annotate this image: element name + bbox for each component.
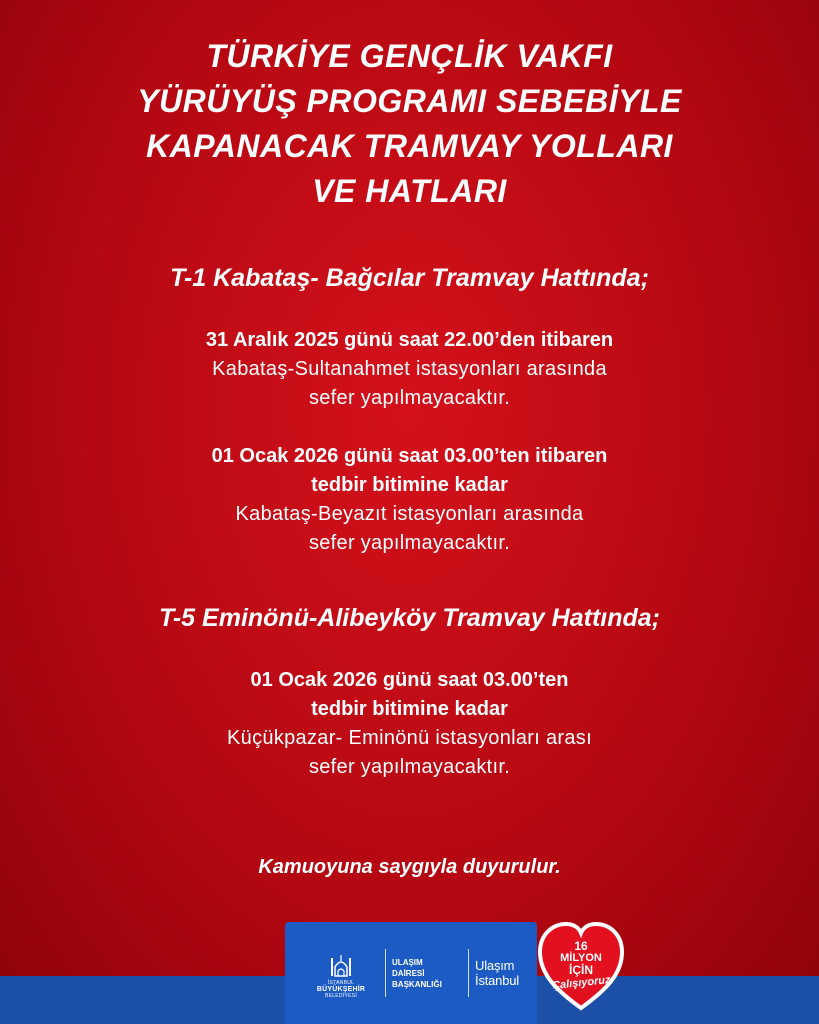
divider — [468, 949, 469, 997]
title-line: VE HATLARI — [312, 173, 507, 209]
ulasim-line: Ulaşım — [475, 958, 515, 973]
t5-notice — [0, 666, 819, 782]
campaign-number: 16 — [574, 939, 588, 953]
title-line: TÜRKİYE GENÇLİK VAKFI — [206, 38, 613, 74]
department-line: DAİRESİ — [392, 968, 425, 978]
campaign-line-3: Çalışıyoruz — [551, 973, 611, 993]
divider — [385, 949, 386, 997]
campaign-line-2: İÇİN — [569, 963, 593, 977]
t1-notice-2-time: 01 Ocak 2026 günü saat 03.00’ten itibaren — [211, 445, 608, 467]
t5-notice-duration: tedbir bitimine kadar — [311, 698, 508, 720]
logo-panel — [285, 922, 537, 1024]
t5-notice-line-1: Küçükpazar- Eminönü istasyonları arası — [227, 727, 592, 749]
t5-notice-line-2: sefer yapılmayacaktır. — [308, 756, 511, 778]
ibb-logo — [303, 952, 379, 999]
t1-notice-2-line-1: Kabataş-Beyazıt istasyonları arasında — [235, 503, 584, 525]
ulasim-line: İstanbul — [475, 973, 519, 988]
footer-note: Kamuoyuna saygıyla duyurulur. — [258, 856, 561, 878]
t5-heading: T-5 Eminönü-Alibeyköy Tramvay Hattında; — [158, 604, 661, 632]
t1-notice-2-line-2: sefer yapılmayacaktır. — [308, 532, 511, 554]
t1-notice-2-duration: tedbir bitimine kadar — [311, 474, 508, 496]
department-line: BAŞKANLIĞI — [392, 979, 442, 989]
campaign-line-1: MİLYON — [560, 952, 602, 964]
t1-notice-1-line-2: sefer yapılmayacaktır. — [308, 387, 511, 409]
title-line: KAPANACAK TRAMVAY YOLLARI — [146, 128, 673, 164]
t1-notice-1-line-1: Kabataş-Sultanahmet istasyonları arasında — [212, 358, 607, 380]
ibb-logo-main: BÜYÜKŞEHİR — [316, 985, 366, 993]
page-title — [0, 34, 819, 214]
ulasim-istanbul-logo — [475, 958, 519, 988]
t1-notice-1-time: 31 Aralık 2025 günü saat 22.00’den itibaren — [205, 329, 614, 351]
campaign-badge — [536, 939, 626, 993]
ibb-logo-sub: BELEDİYESİ — [324, 992, 358, 999]
t1-notice-1 — [0, 326, 819, 413]
mosque-icon — [330, 952, 352, 978]
t5-notice-time: 01 Ocak 2026 günü saat 03.00’ten — [250, 669, 569, 691]
ibb-logo-top: İSTANBUL — [327, 979, 355, 986]
department-logo — [392, 957, 468, 990]
t1-notice-2 — [0, 442, 819, 558]
department-line: ULAŞIM — [392, 957, 423, 967]
title-line: YÜRÜYÜŞ PROGRAMI SEBEBİYLE — [137, 83, 682, 119]
t1-heading: T-1 Kabataş- Bağcılar Tramvay Hattında; — [170, 264, 649, 292]
